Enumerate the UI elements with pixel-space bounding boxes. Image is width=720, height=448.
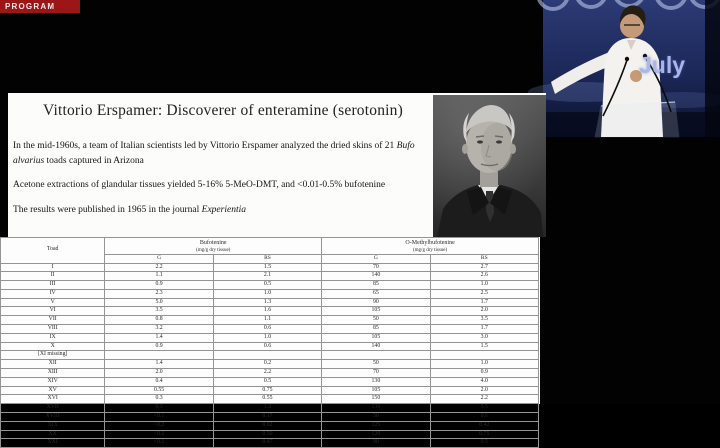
speaker-video-feed — [543, 0, 720, 137]
table-cell: 0.8 — [105, 316, 213, 325]
slide-title: Vittorio Erspamer: Discoverer of enteramine (serotonin) — [43, 102, 403, 119]
table-cell: 50 — [322, 360, 430, 369]
results-table-area — [0, 237, 540, 446]
table-cell: 1.6 — [213, 307, 321, 316]
table-cell: <0.1 — [105, 413, 213, 422]
table-row — [1, 386, 539, 395]
table-cell: 0.6 — [213, 342, 321, 351]
bufotenine-group-header — [105, 238, 322, 255]
table-cell: 0.9 — [430, 369, 538, 378]
table-cell: 1.0 — [430, 281, 538, 290]
body-text: The results were published in 1965 in the journal — [13, 205, 202, 216]
table-row — [1, 298, 539, 307]
subheader-g2: G — [322, 255, 430, 264]
table-cell: 140 — [322, 342, 430, 351]
table-row — [1, 342, 539, 351]
table-cell — [322, 351, 430, 360]
table-cell: <0.2 — [105, 430, 213, 439]
table-cell: 0.75 — [213, 386, 321, 395]
table-cell: 3.5 — [430, 316, 538, 325]
table-cell: 105 — [322, 307, 430, 316]
table-cell: 50 — [322, 413, 430, 422]
table-cell: <0.2 — [105, 421, 213, 430]
table-row — [1, 395, 539, 404]
presentation-slide — [8, 93, 546, 237]
subheader-rs1: RS — [213, 255, 321, 264]
table-row — [1, 377, 539, 386]
table-cell: 0.50 — [213, 430, 321, 439]
table-cell: 0.6 — [430, 413, 538, 422]
table-cell: 1.0 — [430, 360, 538, 369]
body-text: Acetone extractions of glandular tissues yielded 5-16% 5-MeO-DMT, and <0.01-0.5% bufotenine — [13, 180, 386, 191]
table-cell: 0.17 — [213, 413, 321, 422]
table-cell: 0.47 — [213, 439, 321, 448]
table-cell: 140 — [322, 272, 430, 281]
table-cell: XIV — [1, 377, 105, 386]
table-cell: 3.5 — [430, 404, 538, 413]
table-cell: 0.5 — [213, 377, 321, 386]
table-cell: XVI — [1, 395, 105, 404]
table-cell: V — [1, 298, 105, 307]
table-cell: 130 — [322, 404, 430, 413]
table-cell: 2.6 — [430, 272, 538, 281]
table-cell: 3.5 — [105, 307, 213, 316]
table-cell: 4.0 — [430, 377, 538, 386]
table-row — [1, 360, 539, 369]
table-cell: II — [1, 272, 105, 281]
table-cell: 1.5 — [213, 263, 321, 272]
table-row — [1, 272, 539, 281]
table-cell: IX — [1, 333, 105, 342]
table-cell: XVII — [1, 404, 105, 413]
table-cell: 1.7 — [430, 298, 538, 307]
table-cell: 2.0 — [105, 369, 213, 378]
results-table — [0, 237, 539, 448]
table-cell: 130 — [322, 377, 430, 386]
table-cell: 0.75 — [430, 430, 538, 439]
table-cell: 2.5 — [430, 289, 538, 298]
table-group-header-row — [1, 238, 539, 255]
table-cell: 1.4 — [105, 333, 213, 342]
table-row — [1, 351, 539, 360]
speaker-glasses — [624, 24, 640, 26]
table-cell — [430, 351, 538, 360]
omethylbufotenine-label: O-Methylbufotenine — [405, 239, 455, 246]
table-cell: 90 — [322, 298, 430, 307]
scene-right-shadow — [705, 0, 720, 137]
erspamer-portrait-photo — [433, 95, 546, 237]
table-cell: 0.55 — [105, 386, 213, 395]
table-cell: 0.3 — [105, 395, 213, 404]
table-cell — [213, 351, 321, 360]
table-cell: 1.5 — [430, 342, 538, 351]
table-cell: 65 — [322, 289, 430, 298]
speaker-scene — [543, 0, 720, 137]
table-cell: 105 — [322, 386, 430, 395]
omethylbufotenine-unit: (mg/g dry tissue) — [413, 247, 448, 253]
table-cell: 0.5 — [430, 439, 538, 448]
table-cell: 2.2 — [213, 369, 321, 378]
table-cell: X — [1, 342, 105, 351]
table-cell: 0.6 — [213, 325, 321, 334]
bufotenine-unit: (mg/g dry tissue) — [196, 247, 231, 253]
program-badge-label: PROGRAM — [5, 2, 56, 11]
table-cell: XVIII — [1, 413, 105, 422]
slide-paragraph — [13, 139, 431, 168]
table-cell: IV — [1, 289, 105, 298]
table-cell: [XI missing] — [1, 351, 105, 360]
program-badge — [0, 0, 80, 13]
table-cell: 2.2 — [430, 395, 538, 404]
table-cell: 0.9 — [105, 281, 213, 290]
table-row — [1, 281, 539, 290]
table-cell: XIX — [1, 421, 105, 430]
table-cell: 0.9 — [105, 342, 213, 351]
italic-text: Experientia — [201, 205, 246, 216]
table-cell: 5.0 — [105, 298, 213, 307]
table-cell: 2.0 — [430, 386, 538, 395]
table-cell: VIII — [1, 325, 105, 334]
table-row — [1, 430, 539, 439]
body-text: toads captured in Arizona — [44, 155, 144, 166]
table-cell: 1.7 — [430, 325, 538, 334]
table-cell: VII — [1, 316, 105, 325]
table-cell: 2.1 — [213, 272, 321, 281]
table-cell: 85 — [322, 281, 430, 290]
table-cell: 0.42 — [430, 421, 538, 430]
table-cell: 90 — [322, 439, 430, 448]
table-cell: 1.0 — [213, 333, 321, 342]
table-cell: 125 — [322, 421, 430, 430]
body-text: In the mid-1960s, a team of Italian scientists led by Vittorio Erspamer analyzed the dried skins of 21 — [13, 141, 397, 151]
table-cell: III — [1, 281, 105, 290]
table-cell: XII — [1, 360, 105, 369]
table-row — [1, 369, 539, 378]
table-cell: 3.2 — [105, 325, 213, 334]
banner-date-text: July — [639, 52, 686, 78]
table-row — [1, 263, 539, 272]
omethylbufotenine-group-header — [322, 238, 539, 255]
table-row — [1, 439, 539, 448]
table-row — [1, 325, 539, 334]
table-cell: 50 — [322, 316, 430, 325]
table-cell: 2.7 — [430, 263, 538, 272]
table-cell: 1.4 — [105, 360, 213, 369]
table-cell — [105, 351, 213, 360]
subheader-g1: G — [105, 255, 213, 264]
table-cell: 70 — [322, 369, 430, 378]
table-cell: 2.0 — [430, 307, 538, 316]
table-cell: 2.3 — [105, 289, 213, 298]
table-body — [1, 263, 539, 448]
table-cell: 0.2 — [213, 360, 321, 369]
table-row — [1, 421, 539, 430]
table-cell: 0.62 — [213, 421, 321, 430]
subheader-rs2: RS — [430, 255, 538, 264]
erspamer-portrait-art — [433, 95, 546, 237]
slide-paragraph — [13, 203, 431, 218]
table-cell: XX — [1, 430, 105, 439]
table-cell: 2.2 — [105, 263, 213, 272]
table-row — [1, 404, 539, 413]
table-cell: 0.4 — [105, 377, 213, 386]
table-cell: 70 — [322, 263, 430, 272]
slide-body — [13, 139, 431, 228]
table-row — [1, 307, 539, 316]
table-cell: <0.2 — [105, 439, 213, 448]
slide-paragraph — [13, 178, 431, 193]
table-row — [1, 289, 539, 298]
table-cell: 120 — [322, 430, 430, 439]
table-row — [1, 413, 539, 422]
table-cell: I — [1, 263, 105, 272]
table-cell: 85 — [322, 325, 430, 334]
table-cell: 0.55 — [213, 395, 321, 404]
table-cell: XV — [1, 386, 105, 395]
table-cell: 1.1 — [105, 272, 213, 281]
table-cell: 3.0 — [430, 333, 538, 342]
italic-text: Bufo alvarius — [13, 141, 415, 166]
table-row — [1, 316, 539, 325]
table-cell: 0.3 — [105, 404, 213, 413]
table-cell: 1.3 — [213, 298, 321, 307]
microphone-left-tip-icon — [625, 57, 629, 61]
table-cell: 1.2 — [213, 404, 321, 413]
table-cell: XIII — [1, 369, 105, 378]
table-cell: 150 — [322, 395, 430, 404]
table-cell: VI — [1, 307, 105, 316]
toad-column-header: Toad — [1, 238, 105, 264]
table-cell: 105 — [322, 333, 430, 342]
table-cell: 1.0 — [213, 289, 321, 298]
table-cell: 1.1 — [213, 316, 321, 325]
table-row — [1, 333, 539, 342]
table-cell: 0.5 — [213, 281, 321, 290]
table-cell: XXI — [1, 439, 105, 448]
bufotenine-label: Bufotenine — [199, 239, 227, 246]
